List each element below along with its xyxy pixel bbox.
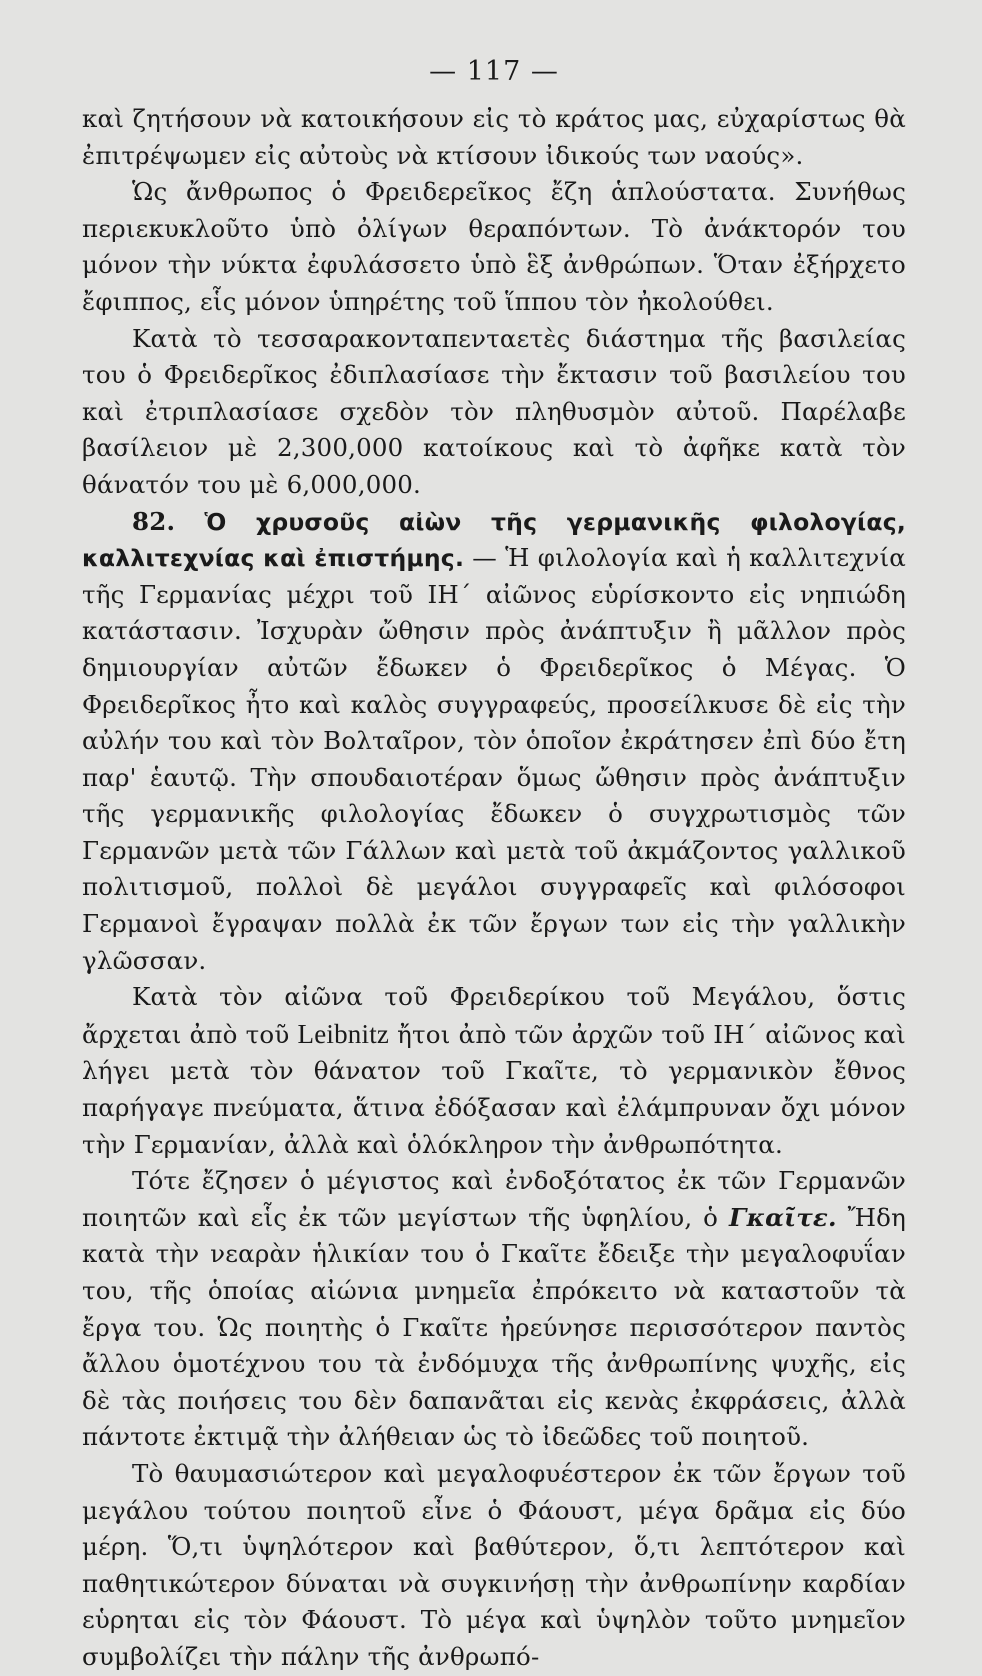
paragraph-frederick-life: Ὡς ἄνθρωπος ὁ Φρειδερεῖκος ἔζη ἁπλούστατα. Συνήθως περιεκυκλοῦτο ὑπὸ ὀλίγων θεραπόντων. Τὸ ἀνάκτορόν του μόνον τὴν νύκτα ἐφυλάσσετο ὑπὸ ἓξ ἀνθρώπων. Ὅταν ἐξήρχετο ἔφιππος, εἷς μόνον ὑπηρέτης τοῦ ἵππου τὸν ἠκολούθει.: [82, 177, 906, 316]
section-82-body: — Ἡ φιλολογία καὶ ἡ καλλιτεχνία τῆς Γερμανίας μέχρι τοῦ ΙΗ΄ αἰῶνος εὑρίσκοντο εἰς νηπιώδη κατάστασιν. Ἰσχυρὰν ὤθησιν πρὸς ἀνάπτυξιν ἢ μᾶλλον πρὸς δημιουργίαν αὐτῶν ἔδωκεν ὁ Φρειδερῖκος ὁ Μέγας. Ὁ Φρειδερῖκος ἦτο καὶ καλὸς συγγραφεύς, προσείλκυσε δὲ εἰς τὴν αὐλήν του καὶ τὸν Βολταῖρον, τὸν ὁποῖον ἐκράτησεν ἐπὶ δύο ἔτη παρ' ἑαυτῷ. Τὴν σπουδαιοτέραν ὅμως ὤθησιν πρὸς ἀνάπτυξιν τῆς γερμανικῆς φιλολογίας ἔδωκεν ὁ συγχρωτισμὸς τῶν Γερμανῶν μετὰ τῶν Γάλλων καὶ μετὰ τοῦ ἀκμάζοντος γαλλικοῦ πολιτισμοῦ, πολλοὶ δὲ μεγάλοι συγγραφεῖς καὶ φιλόσοφοι Γερμανοὶ ἔγραψαν πολλὰ ἐκ τῶν ἔργων των εἰς τὴν γαλλικὴν γλῶσσαν.: [82, 543, 906, 975]
name-leibnitz: Leibnitz: [297, 1018, 390, 1049]
text-run: ἤτοι ἀπὸ τῶν ἀρχῶν τοῦ ΙΗ΄ αἰῶνος καὶ λήγει μετὰ τὸν θάνατον τοῦ Γκαῖτε, τὸ γερμανικὸν ἔθνος παρήγαγε πνεύματα, ἅτινα ἐδόξασαν καὶ ἐλάμπρυναν ὄχι μόνον τὴν Γερμανίαν, ἀλλὰ καὶ ὁλόκληρον τὴν ἀνθρωπότητα.: [82, 1019, 906, 1159]
section-82-paragraph: [82, 504, 906, 980]
paragraph-goethe: [82, 1163, 906, 1456]
section-number: 82.: [132, 506, 176, 536]
section-title: Ὁ χρυσοῦς αἰὼν τῆς γερμανικῆς φιλολογίας, καλλιτεχνίας καὶ ἐπιστήμης.: [82, 507, 907, 573]
text-run: Τότε ἔζησεν ὁ μέγιστος καὶ ἐνδοξότατος ἐκ τῶν Γερμανῶν ποιητῶν καὶ εἷς ἐκ τῶν μεγίστων τῆς ὑφηλίου, ὁ: [82, 1166, 906, 1232]
paragraph-faust: Τὸ θαυμασιώτερον καὶ μεγαλοφυέστερον ἐκ τῶν ἔργων τοῦ μεγάλου τούτου ποιητοῦ εἶνε ὁ Φάουστ, μέγα δρᾶμα εἰς δύο μέρη. Ὅ,τι ὑψηλότερον καὶ βαθύτερον, ὅ,τι λεπτότερον καὶ παθητικώτερον δύναται νὰ συγκινήσῃ τὴν ἀνθρωπίνην καρδίαν εὑρηται εἰς τὸν Φάουστ. Τὸ μέγα καὶ ὑψηλὸν τοῦτο μνημεῖον συμβολίζει τὴν πάλην τῆς ἀνθρωπό-: [82, 1458, 906, 1671]
paragraph-continuation: καὶ ζητήσουν νὰ κατοικήσουν εἰς τὸ κράτος μας, εὐχαρίστως θὰ ἐπιτρέψωμεν εἰς αὐτοὺς νὰ κτίσουν ἰδικούς των ναούς».: [82, 104, 906, 170]
paragraph-kingdom-growth: Κατὰ τὸ τεσσαρακονταπενταετὲς διάστημα τῆς βασιλείας του ὁ Φρειδερῖκος ἐδιπλασίασε τὴν ἔκτασιν τοῦ βασιλείου του καὶ ἐτριπλασίασε σχεδὸν τὸν πληθυσμὸν αὐτοῦ. Παρέλαβε βασίλειον μὲ 2,300,000 κατοίκους καὶ τὸ ἀφῆκε κατὰ τὸν θάνατόν του μὲ 6,000,000.: [82, 323, 906, 499]
body-text: [82, 101, 906, 1676]
text-run: Ἤδη κατὰ τὴν νεαρὰν ἡλικίαν του ὁ Γκαῖτε ἔδειξε τὴν μεγαλοφυΐαν του, τῆς ὁποίας αἰώνια μνημεῖα ἐπρόκειτο νὰ καταστοῦν τὰ ἔργα του. Ὡς ποιητὴς ὁ Γκαῖτε ἠρεύνησε περισσότερον παντὸς ἄλλου ὁμοτέχνου του τὰ ἐνδόμυχα τῆς ἀνθρωπίνης ψυχῆς, εἰς δὲ τὰς ποιήσεις του δὲν δαπανᾶται εἰς κενὰς ἐκφράσεις, ἀλλὰ πάντοτε ἐκτιμᾷ τὴν ἀλήθειαν ὡς τὸ ἰδεῶδες τοῦ ποιητοῦ.: [82, 1202, 907, 1452]
paragraph-golden-age: [82, 979, 906, 1163]
text-run: Κατὰ τὸν αἰῶνα τοῦ Φρειδερίκου τοῦ Μεγάλου, ὅστις ἄρχεται ἀπὸ τοῦ: [82, 982, 906, 1049]
page-number: — 117 —: [429, 56, 559, 87]
name-goethe: Γκαῖτε.: [728, 1202, 837, 1232]
